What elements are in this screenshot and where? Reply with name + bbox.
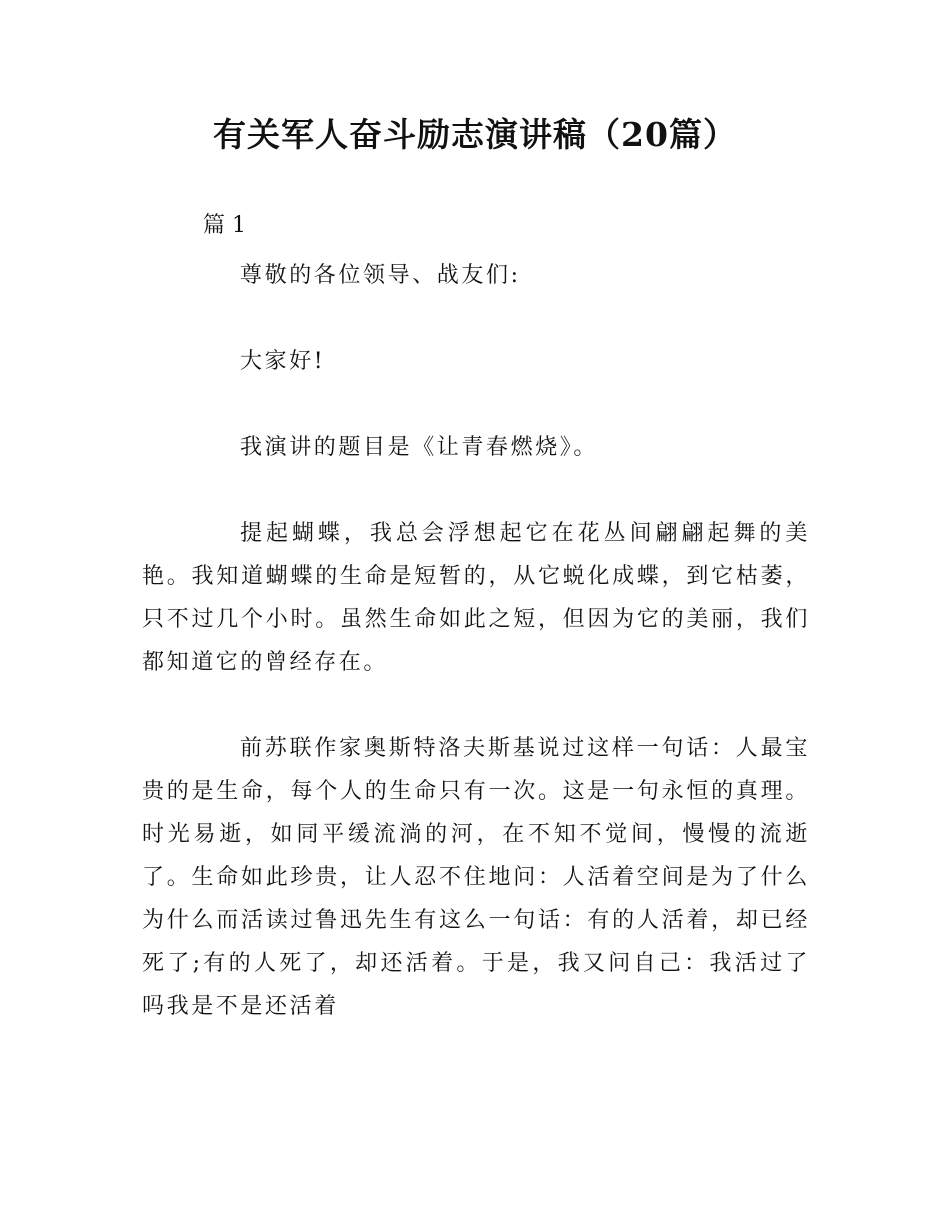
- paragraph-butterfly: 提起蝴蝶，我总会浮想起它在花丛间翩翩起舞的美艳。我知道蝴蝶的生命是短暂的，从它蜕化成蝶，到它枯萎，只不过几个小时。虽然生命如此之短，但因为它的美丽，我们都知道它的曾经存在。: [142, 521, 810, 675]
- paragraph-life: 前苏联作家奥斯特洛夫斯基说过这样一句话：人最宝贵的是生命，每个人的生命只有一次。这是一句永恒的真理。时光易逝，如同平缓流淌的河，在不知不觉间，慢慢的流逝了。生命如此珍贵，让人忍不住地问：人活着空间是为了什么为什么而活读过鲁迅先生有这么一句话：有的人活着，却已经死了;有的人死了，却还活着。于是，我又问自己：我活过了吗我是不是还活着: [142, 736, 810, 1019]
- paragraph-greeting: 尊敬的各位领导、战友们:: [240, 263, 521, 288]
- section-label: 篇 1: [203, 213, 246, 238]
- paragraph-topic: 我演讲的题目是《让青春燃烧》。: [240, 435, 599, 460]
- paragraph-hello: 大家好!: [240, 349, 326, 374]
- page-title: 有关军人奋斗励志演讲稿（20篇）: [213, 115, 737, 154]
- document-body: [142, 254, 810, 1071]
